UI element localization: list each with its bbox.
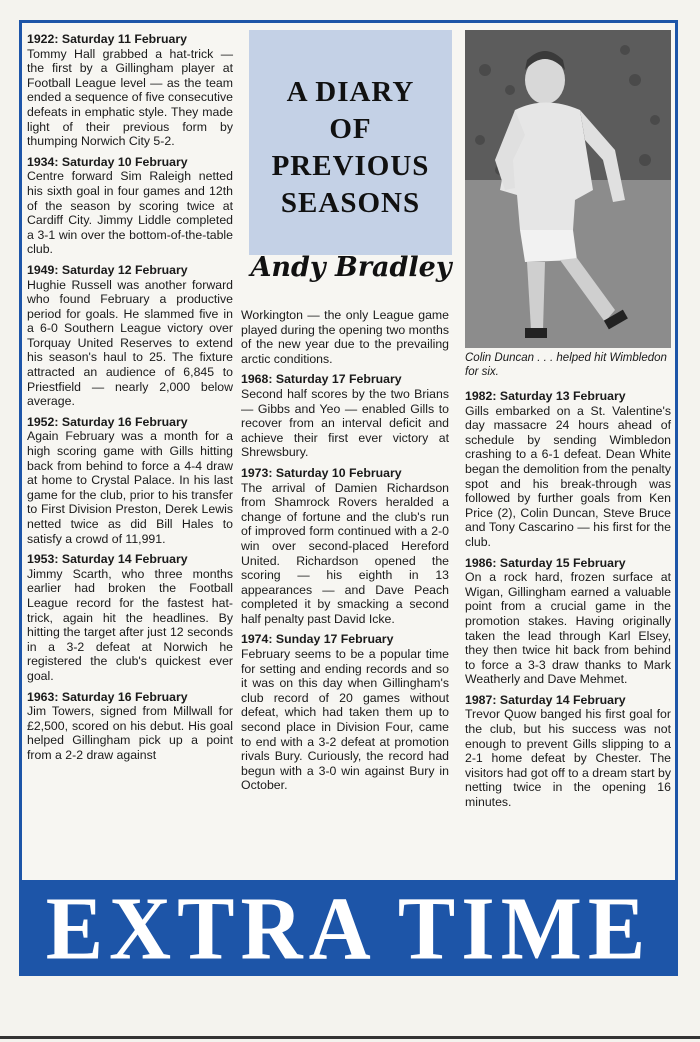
entry-text: February seems to be a popular time for setting and ending records and so it was on this day when Gillingham's club record of 20 games without defeat, which had taken them up to second place in Division Four, came to end with a 3-2 defeat at promotion rivals Bury. Curiously, the record had begun with a 3-0 win against Bury in October. (241, 647, 449, 793)
player-photo (465, 30, 671, 348)
entry-text: Gills embarked on a St. Valentine's day massacre 24 hours ahead of schedule by sending Wimbledon crashing to a 6-1 defeat. Dean White began the demolition from the penalty spot and his break-through was followed by further goals from Ken Price (2), Colin Duncan, Steve Bruce and Tony Cascarino — his first for the club. (465, 403, 671, 549)
entry-date: 1952: Saturday 16 February (27, 414, 188, 429)
column-1 (27, 32, 233, 769)
entry-date: 1974: Sunday 17 February (241, 632, 394, 647)
title-line: A DIARY (286, 76, 415, 108)
title-line: SEASONS (280, 187, 421, 219)
banner-title: EXTRA TIME (45, 877, 652, 979)
diary-entry (27, 155, 233, 257)
diary-entry (241, 466, 449, 627)
entry-text: The arrival of Damien Richardson from Shamrock Rovers heralded a change of fortune and the club's run of improved form continued with a 2-0 win over second-placed Hereford United. Richardson opened the scoring — his eighth in 13 appearances — and Dave Peach completed it by smacking a second half penalty past David Icke. (241, 480, 449, 626)
diary-entry (465, 389, 671, 550)
entry-text: Trevor Quow banged his first goal for the club, but his success was not enough to prevent Gills slipping to a 2-1 home defeat by Chester. The visitors had got off to a dream start by netting twice in the opening 16 minutes. (465, 707, 671, 810)
column-2 (241, 308, 449, 799)
diary-entry (27, 32, 233, 149)
entry-text: Jim Towers, signed from Millwall for £2,500, scored on his debut. His goal helped Gillingham pick up a point from a 2-2 draw against (27, 704, 233, 762)
page-title (249, 74, 452, 222)
diary-entry (241, 632, 449, 793)
entry-date: 1987: Saturday 14 February (465, 692, 626, 707)
diary-entry (241, 372, 449, 460)
entry-date: 1973: Saturday 10 February (241, 465, 402, 480)
entry-date: 1953: Saturday 14 February (27, 552, 188, 567)
entry-date: 1968: Saturday 17 February (241, 372, 402, 387)
page-edge-divider (0, 1036, 700, 1039)
entry-text: Jimmy Scarth, who three months earlier had broken the Football League record for the fastest hat-trick, again hit the headlines. By hitting the target after just 12 seconds in a 3-2 defeat at Norwich he registered the club's quickest ever goal. (27, 566, 233, 683)
entry-text: Again February was a month for a high scoring game with Gills hitting back from behind to force a 4-4 draw at home to Crystal Palace. In his last game for the club, prior to his transfer to First Division Preston, Derek Lewis netted twice as did Bill Hales to satisfy a crowd of 11,991. (27, 429, 233, 546)
diary-entry (27, 415, 233, 546)
entry-text: Tommy Hall grabbed a hat-trick — the first by a Gillingham player at Football League level — as the team ended a sequence of five consecutive defeats in emphatic style. They made light of their previous form by thumping Norwich City 5-2. (27, 46, 233, 149)
diary-entry (465, 556, 671, 687)
title-box (249, 30, 452, 255)
entry-date: 1934: Saturday 10 February (27, 154, 188, 169)
column-3 (465, 389, 671, 816)
diary-entry (465, 693, 671, 810)
entry-text: Second half scores by the two Brians — Gibbs and Yeo — enabled Gills to recover from an interval deficit and achieve their first ever victory at Shrewsbury. (241, 386, 449, 460)
entry-date: 1963: Saturday 16 February (27, 689, 188, 704)
entry-text: Hughie Russell was another forward who found February a productive period for goals. He slammed five in a 6-0 Southern League victory over Torquay United Reserves to extend his season's haul to 25. The fixture attracted an audience of 6,845 to Priestfield — nearly 2,000 below average. (27, 277, 233, 409)
entry-date: 1986: Saturday 15 February (465, 555, 626, 570)
diary-entry (241, 308, 449, 366)
title-line: PREVIOUS (271, 150, 430, 182)
diary-entry (27, 263, 233, 409)
entry-date: 1982: Saturday 13 February (465, 389, 626, 403)
entry-text: On a rock hard, frozen surface at Wigan, Gillingham earned a valuable point from a crucial game in the promotion stakes. Having originally taken the lead through Karl Elsey, they then twice hit back from behind to force a 3-3 draw thanks to Mark Weatherly and Dave Mehmet. (465, 570, 671, 687)
extra-time-banner (22, 877, 675, 979)
author-signature: Andy Bradley (250, 252, 452, 283)
diary-entry (27, 690, 233, 763)
entry-date: 1922: Saturday 11 February (27, 32, 187, 46)
player-photo-svg (465, 30, 671, 348)
entry-date: 1949: Saturday 12 February (27, 262, 188, 277)
entry-text: Workington — the only League game played during the opening two months of the new year due to the prevailing arctic conditions. (241, 308, 449, 366)
photo-caption: Colin Duncan . . . helped hit Wimbledon for six. (465, 352, 667, 378)
diary-entry (27, 552, 233, 683)
entry-text: Centre forward Sim Raleigh netted his sixth goal in four games and 12th of the season by scoring twice at Cardiff City. Jimmy Liddle completed a 3-1 win over the bottom-of-the-table club. (27, 169, 233, 257)
title-line: OF (329, 113, 372, 145)
